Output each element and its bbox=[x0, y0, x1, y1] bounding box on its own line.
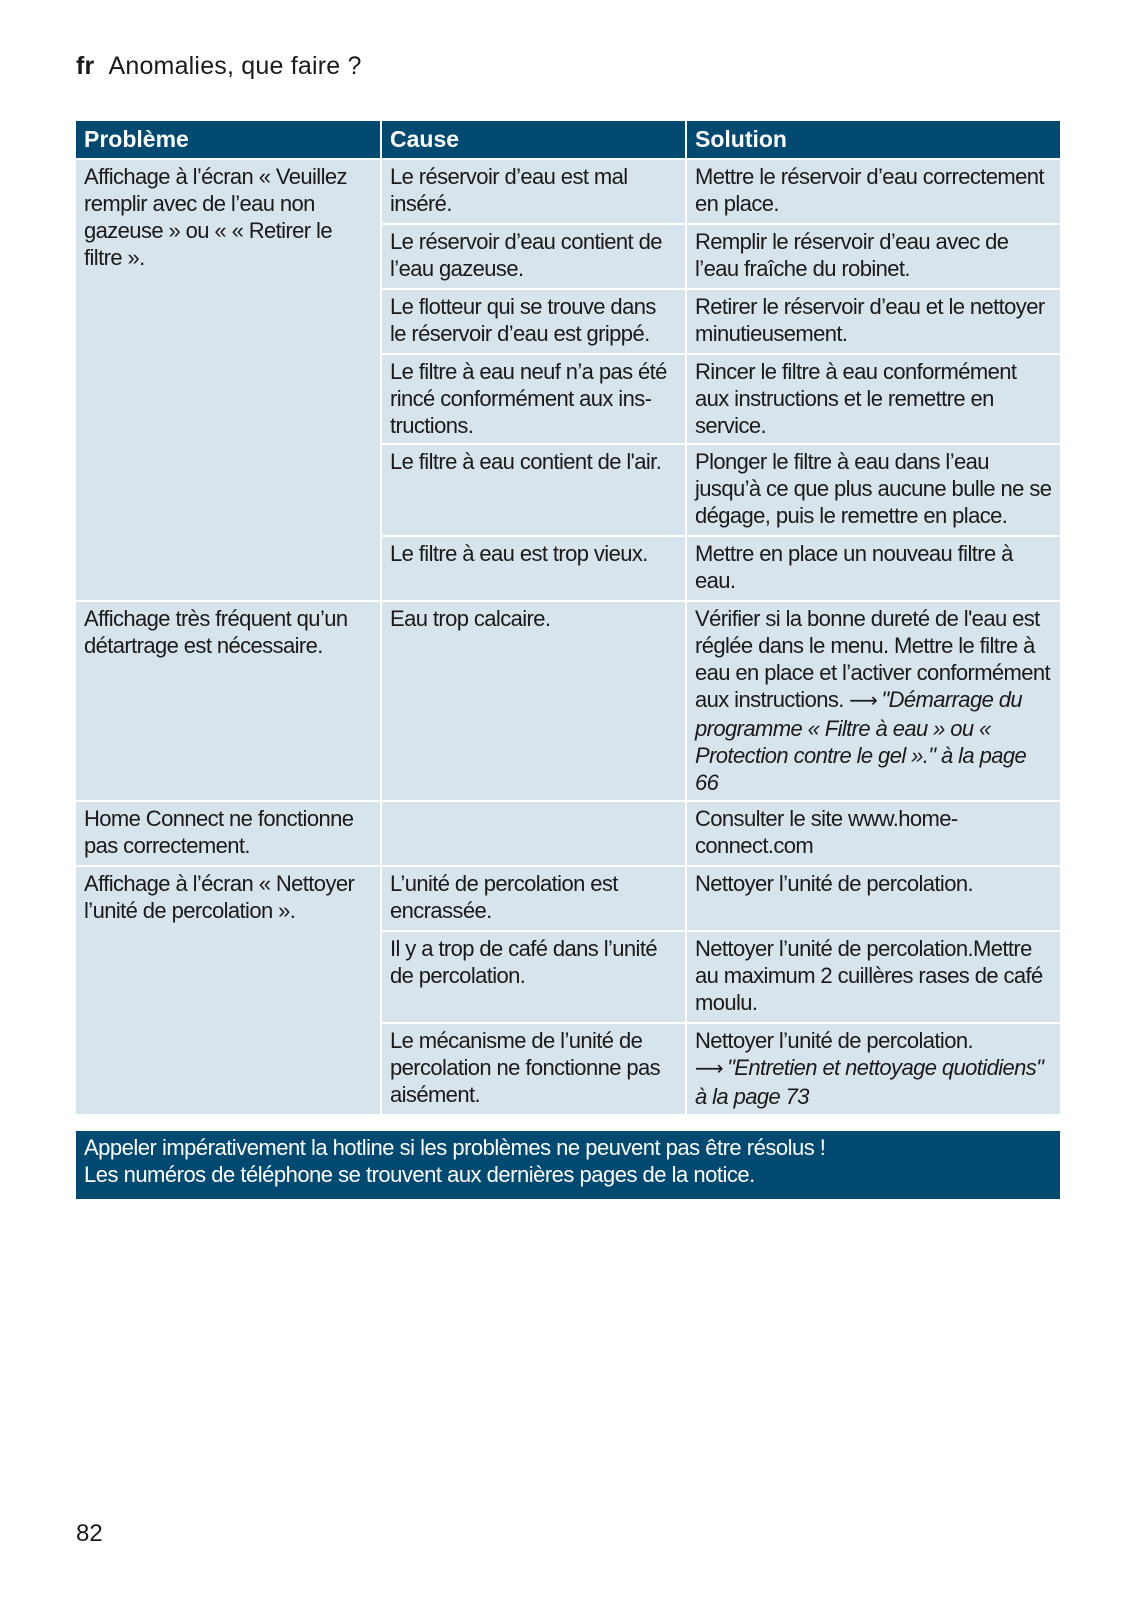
solution-cell: Remplir le réservoir d’eau avec de l’eau fraîche du robinet. bbox=[685, 223, 1060, 288]
cause-cell: Le filtre à eau neuf n’a pas été rincé conformément aux ins-tructions. bbox=[380, 353, 685, 443]
cause-cell: L’unité de percolation est encrassée. bbox=[380, 865, 685, 930]
solution-cell: Rincer le filtre à eau conformément aux instructions et le remettre en service. bbox=[685, 353, 1060, 443]
cause-cell: Le réservoir d’eau est mal inséré. bbox=[380, 158, 685, 223]
cause-cell: Le réservoir d’eau contient de l’eau gazeuse. bbox=[380, 223, 685, 288]
solution-cell: Retirer le réservoir d’eau et le nettoyer minutieusement. bbox=[685, 288, 1060, 353]
problem-cell: Affichage à l’écran « Nettoyer l’unité de percolation ». bbox=[76, 865, 380, 1114]
table-header-row bbox=[76, 121, 1060, 158]
cause-cell: Le filtre à eau contient de l'air. bbox=[380, 443, 685, 535]
cause-cell: Il y a trop de café dans l’unité de percolation. bbox=[380, 930, 685, 1022]
table-row bbox=[76, 158, 1060, 223]
table-row bbox=[76, 600, 1060, 800]
page-header bbox=[76, 52, 362, 81]
cause-cell: Eau trop calcaire. bbox=[380, 600, 685, 800]
hotline-note-line: Appeler impérativement la hotline si les problèmes ne peuvent pas être résolus ! bbox=[84, 1135, 826, 1160]
solution-text: Nettoyer l’unité de percolation. bbox=[695, 1028, 973, 1053]
problem-cell: Affichage très fréquent qu’un détartrage est nécessaire. bbox=[76, 600, 380, 800]
troubleshooting-table bbox=[76, 121, 1060, 1114]
arrow-right-icon: ⟶ bbox=[695, 1058, 724, 1080]
table-row bbox=[76, 865, 1060, 930]
arrow-right-icon: ⟶ bbox=[849, 690, 878, 712]
solution-cell bbox=[685, 600, 1060, 800]
section-title: Anomalies, que faire ? bbox=[108, 52, 362, 80]
solution-cell: Plonger le filtre à eau dans l’eau jusqu’à ce que plus aucune bulle ne se dégage, puis le remettre en place. bbox=[685, 443, 1060, 535]
solution-text: Vérifier si la bonne dureté de l'eau est réglée dans le menu. Mettre le filtre à eau en place et l’activer conformément aux instructions. bbox=[695, 606, 1051, 712]
page-number: 82 bbox=[76, 1520, 103, 1547]
cross-reference-link[interactable]: "Entretien et nettoyage quotidiens" à la page 73 bbox=[695, 1055, 1044, 1109]
cause-cell: Le filtre à eau est trop vieux. bbox=[380, 535, 685, 600]
solution-cell: Nettoyer l’unité de percolation. bbox=[685, 865, 1060, 930]
cause-cell: Le flotteur qui se trouve dans le réservoir d’eau est grippé. bbox=[380, 288, 685, 353]
solution-cell: Nettoyer l’unité de percolation.Mettre au maximum 2 cuillères rases de café moulu. bbox=[685, 930, 1060, 1022]
language-code: fr bbox=[76, 52, 95, 80]
solution-cell bbox=[685, 1022, 1060, 1114]
problem-cell: Home Connect ne fonctionne pas correctement. bbox=[76, 800, 380, 865]
hotline-note bbox=[76, 1131, 1060, 1199]
solution-cell: Mettre en place un nouveau filtre à eau. bbox=[685, 535, 1060, 600]
hotline-note-line: Les numéros de téléphone se trouvent aux dernières pages de la notice. bbox=[84, 1162, 755, 1187]
cross-reference-link[interactable]: "Démarrage du programme « Filtre à eau » ou « Protection contre le gel »." à la page 66 bbox=[695, 687, 1027, 795]
problem-cell: Affichage à l’écran « Veuillez remplir avec de l’eau non gazeuse » ou « « Retirer le filtre ». bbox=[76, 158, 380, 600]
cause-cell bbox=[380, 800, 685, 865]
table-row bbox=[76, 800, 1060, 865]
solution-cell: Mettre le réservoir d’eau correctement en place. bbox=[685, 158, 1060, 223]
solution-cell: Consulter le site www.home-connect.com bbox=[685, 800, 1060, 865]
column-header-solution: Solution bbox=[685, 121, 1060, 158]
column-header-problem: Problème bbox=[76, 121, 380, 158]
cause-cell: Le mécanisme de l’unité de percolation ne fonctionne pas aisément. bbox=[380, 1022, 685, 1114]
column-header-cause: Cause bbox=[380, 121, 685, 158]
